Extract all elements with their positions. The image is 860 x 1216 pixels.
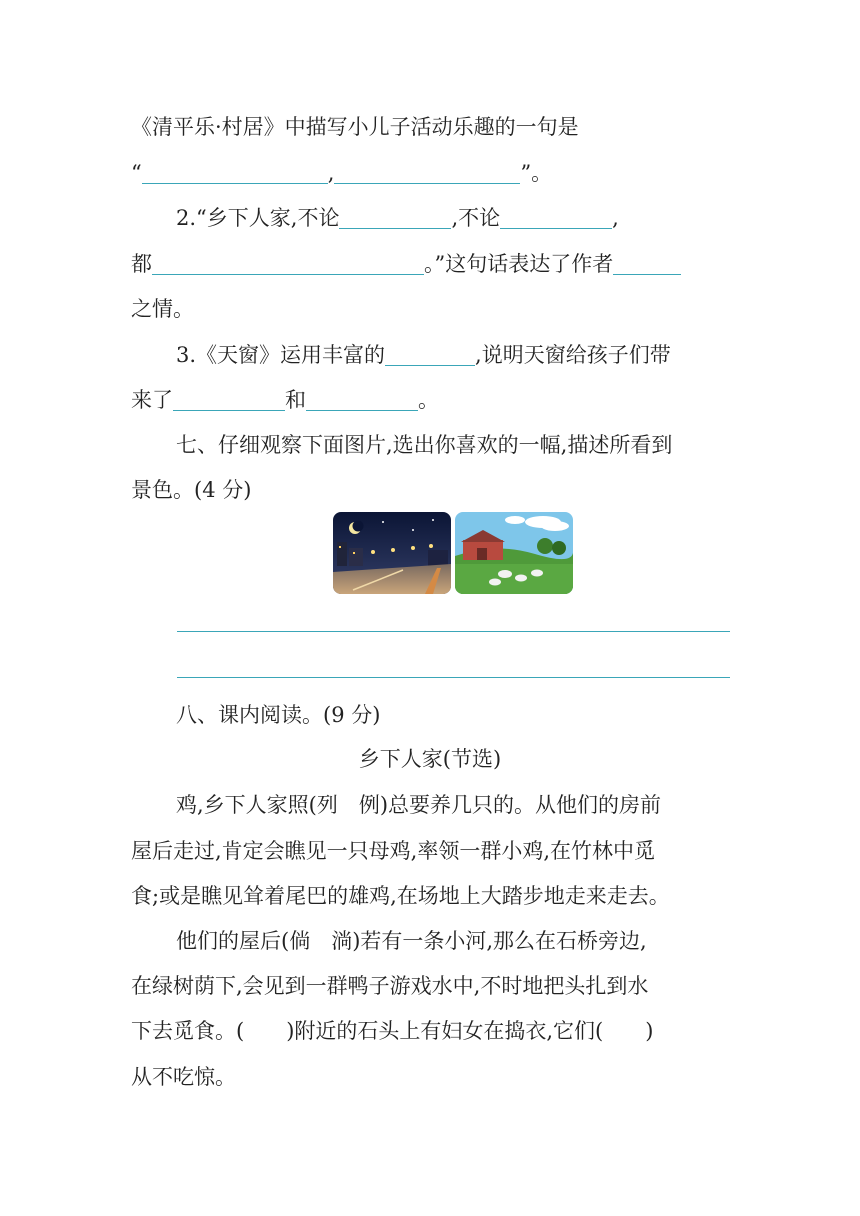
s7-line2: 景色。(4 分): [131, 478, 252, 502]
answer-line-1[interactable]: [177, 631, 730, 632]
s7-line1: 七、仔细观察下面图片,选出你喜欢的一幅,描述所看到: [176, 433, 673, 457]
q1-blank-2[interactable]: [334, 163, 520, 184]
s8-heading: 八、课内阅读。(9 分): [176, 703, 381, 727]
q1-comma: ,: [327, 161, 335, 185]
q3-text-2: ,说明天窗给孩子们带: [475, 343, 671, 367]
q3-text-5: 。: [418, 388, 439, 412]
s8-line-6: 下去觅食。( )附近的石头上有妇女在捣衣,它们( ): [131, 1019, 654, 1043]
answer-line-2[interactable]: [177, 677, 730, 678]
q2-line1: [176, 204, 619, 232]
q3-line1: [176, 341, 671, 369]
q3-text-4: 和: [285, 388, 306, 412]
farm-sheep-image[interactable]: [455, 512, 573, 594]
q2-text-3: ,: [612, 206, 619, 230]
q3-blank-3[interactable]: [306, 390, 418, 411]
s8-line-5: 在绿树荫下,会见到一群鸭子游戏水中,不时地把头扎到水: [131, 974, 649, 998]
q1-close: ”。: [520, 161, 553, 185]
q3-blank-2[interactable]: [173, 390, 285, 411]
q2-blank-3[interactable]: [152, 254, 424, 275]
q2-text-1: 2.“乡下人家,不论: [176, 206, 340, 230]
q2-blank-4[interactable]: [613, 254, 681, 275]
q3-blank-1[interactable]: [385, 345, 475, 366]
q2-text-2: ,不论: [451, 206, 501, 230]
q2-blank-2[interactable]: [500, 208, 612, 229]
q2-line3: 之情。: [131, 297, 194, 321]
s8-line-1: 鸡,乡下人家照(列 例)总要养几只的。从他们的房前: [176, 793, 662, 817]
q3-line2: [131, 386, 439, 414]
q1-line2: [131, 159, 552, 187]
q1-open-quote: “: [131, 161, 142, 185]
q3-text-1: 3.《天窗》运用丰富的: [176, 343, 386, 367]
q2-text-5: 。”这句话表达了作者: [424, 252, 614, 276]
q1-line1: 《清平乐·村居》中描写小儿子活动乐趣的一句是: [131, 115, 579, 139]
s8-line-4: 他们的屋后(倘 淌)若有一条小河,那么在石桥旁边,: [176, 929, 647, 953]
q2-text-4: 都: [131, 252, 152, 276]
s8-line-7: 从不吃惊。: [131, 1065, 236, 1089]
q2-blank-1[interactable]: [339, 208, 451, 229]
s8-passage-title: 乡下人家(节选): [358, 747, 502, 771]
q3-text-3: 来了: [131, 388, 173, 412]
s8-line-3: 食;或是瞧见耸着尾巴的雄鸡,在场地上大踏步地走来走去。: [131, 884, 670, 908]
q2-line2: [131, 250, 681, 278]
s8-line-2: 屋后走过,肯定会瞧见一只母鸡,率领一群小鸡,在竹林中觅: [131, 839, 656, 863]
q1-blank-1[interactable]: [142, 163, 328, 184]
night-street-image[interactable]: [333, 512, 451, 594]
